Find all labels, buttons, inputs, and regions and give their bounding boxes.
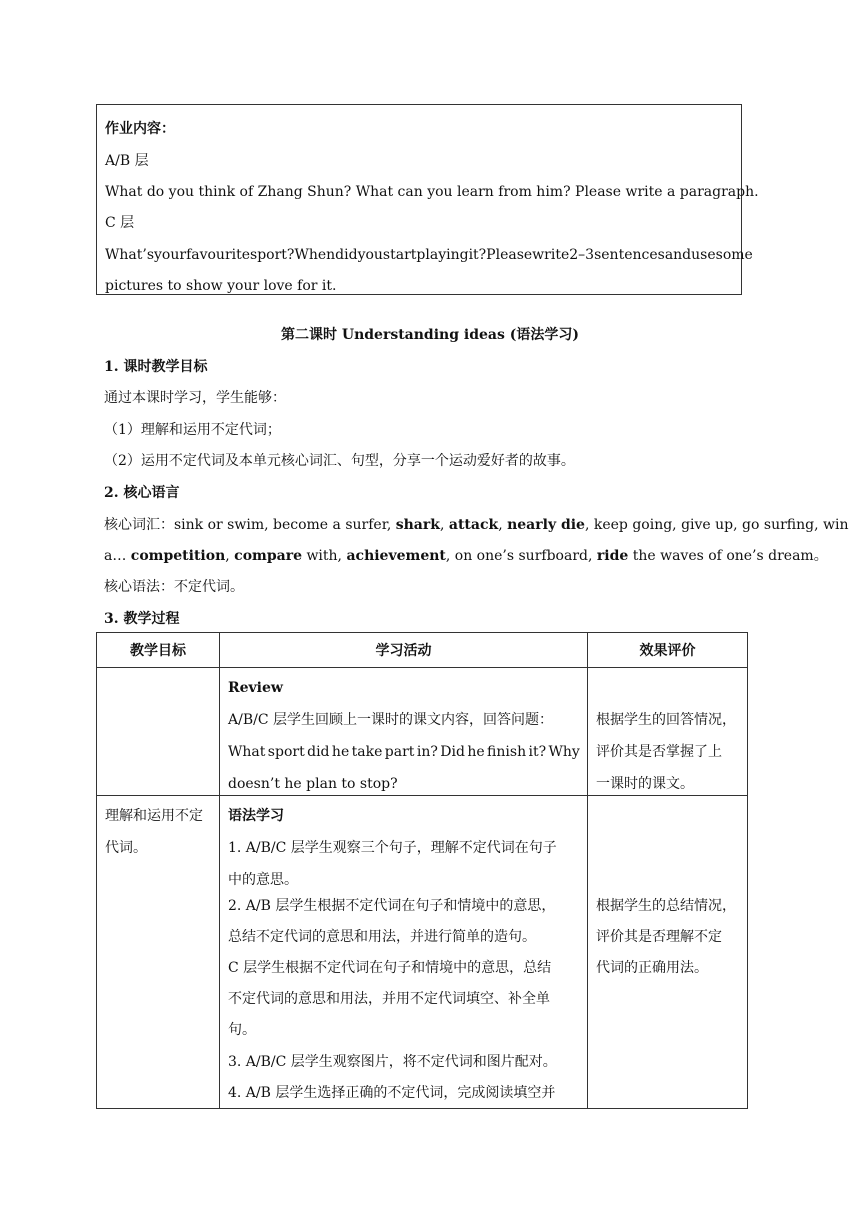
homework-heading: 作业内容： [105,121,175,137]
section1-heading: 1. 课时教学目标 [104,359,208,375]
row2-goal-line2: 代词。 [105,840,147,856]
section2-heading: 2. 核心语言 [104,485,180,501]
row2-eval-cell [588,796,748,1109]
header-goal: 教学目标 [97,633,220,668]
row2-act1-line1: 1. A/B/C 层学生观察三个句子，理解不定代词在句子 [228,840,557,856]
homework-level-c: C 层 [105,215,135,231]
row2-act2-line1: 2. A/B 层学生根据不定代词在句子和情境中的意思， [228,898,556,914]
table-row [97,668,748,796]
header-activity: 学习活动 [220,633,588,668]
row2-act2-line3: C 层学生根据不定代词在句子和情境中的意思，总结 [228,960,552,976]
row2-activity-cell [220,796,588,1109]
teaching-process-table [96,632,748,1109]
row2-act2-line5: 句。 [228,1022,256,1038]
row1-eval-line1: 根据学生的回答情况， [596,712,736,728]
row2-act2-line4: 不定代词的意思和用法，并用不定代词填空、补全单 [228,991,550,1007]
header-evaluation: 效果评价 [588,633,748,668]
row2-eval-line2: 评价其是否理解不定 [596,929,722,945]
row1-activity-line1: A/B/C 层学生回顾上一课时的课文内容，回答问题： [228,712,553,728]
row1-goal-cell [97,668,220,796]
table-header-row [97,633,748,668]
row1-activity-line3: doesn’t he plan to stop? [228,776,398,792]
section1-intro: 通过本课时学习，学生能够： [104,390,286,406]
row1-eval-line3: 一课时的课文。 [596,776,694,792]
homework-task-c-line2: pictures to show your love for it. [105,278,337,294]
row2-act2-line2: 总结不定代词的意思和用法，并进行简单的造句。 [228,929,536,945]
row1-activity-line2: What sport did he take part in? Did he finish it? Why [228,744,580,760]
row2-act1-line2: 中的意思。 [228,872,298,888]
homework-task-c-line1: What’s your favourite sport? When did you start playing it? Please write 2–3 sentences and use some [105,247,753,263]
section1-item2: （2）运用不定代词及本单元核心词汇、句型，分享一个运动爱好者的故事。 [104,453,575,469]
row2-eval-line3: 代词的正确用法。 [596,960,708,976]
row2-activity-title: 语法学习 [228,808,284,824]
lesson-title: 第二课时 Understanding ideas (语法学习) [281,327,579,343]
row1-activity-cell [220,668,588,796]
homework-task-ab: What do you think of Zhang Shun? What can you learn from him? Please write a paragraph. [105,184,759,200]
row2-act3-line1: 3. A/B/C 层学生观察图片，将不定代词和图片配对。 [228,1054,557,1070]
row1-eval-line2: 评价其是否掌握了上 [596,744,722,760]
row2-goal-cell [97,796,220,1109]
row2-goal-line1: 理解和运用不定 [105,808,203,824]
table-row [97,796,748,1109]
row1-activity-title: Review [228,680,283,696]
row1-eval-cell [588,668,748,796]
section3-heading: 3. 教学过程 [104,611,180,627]
homework-level-ab: A/B 层 [105,153,149,169]
row2-eval-line1: 根据学生的总结情况， [596,898,736,914]
row2-act4-line1: 4. A/B 层学生选择正确的不定代词，完成阅读填空并 [228,1085,556,1101]
vocab-line1: 核心词汇：sink or swim, become a surfer, shark, attack, nearly die, keep going, give up, go surfing, win [104,517,849,533]
section1-item1: （1）理解和运用不定代词； [104,422,281,438]
homework-box [96,104,759,295]
grammar-line: 核心语法：不定代词。 [104,579,244,595]
vocab-line2: a… competition, compare with, achievement, on one’s surfboard, ride the waves of one’s dream。 [104,548,828,564]
